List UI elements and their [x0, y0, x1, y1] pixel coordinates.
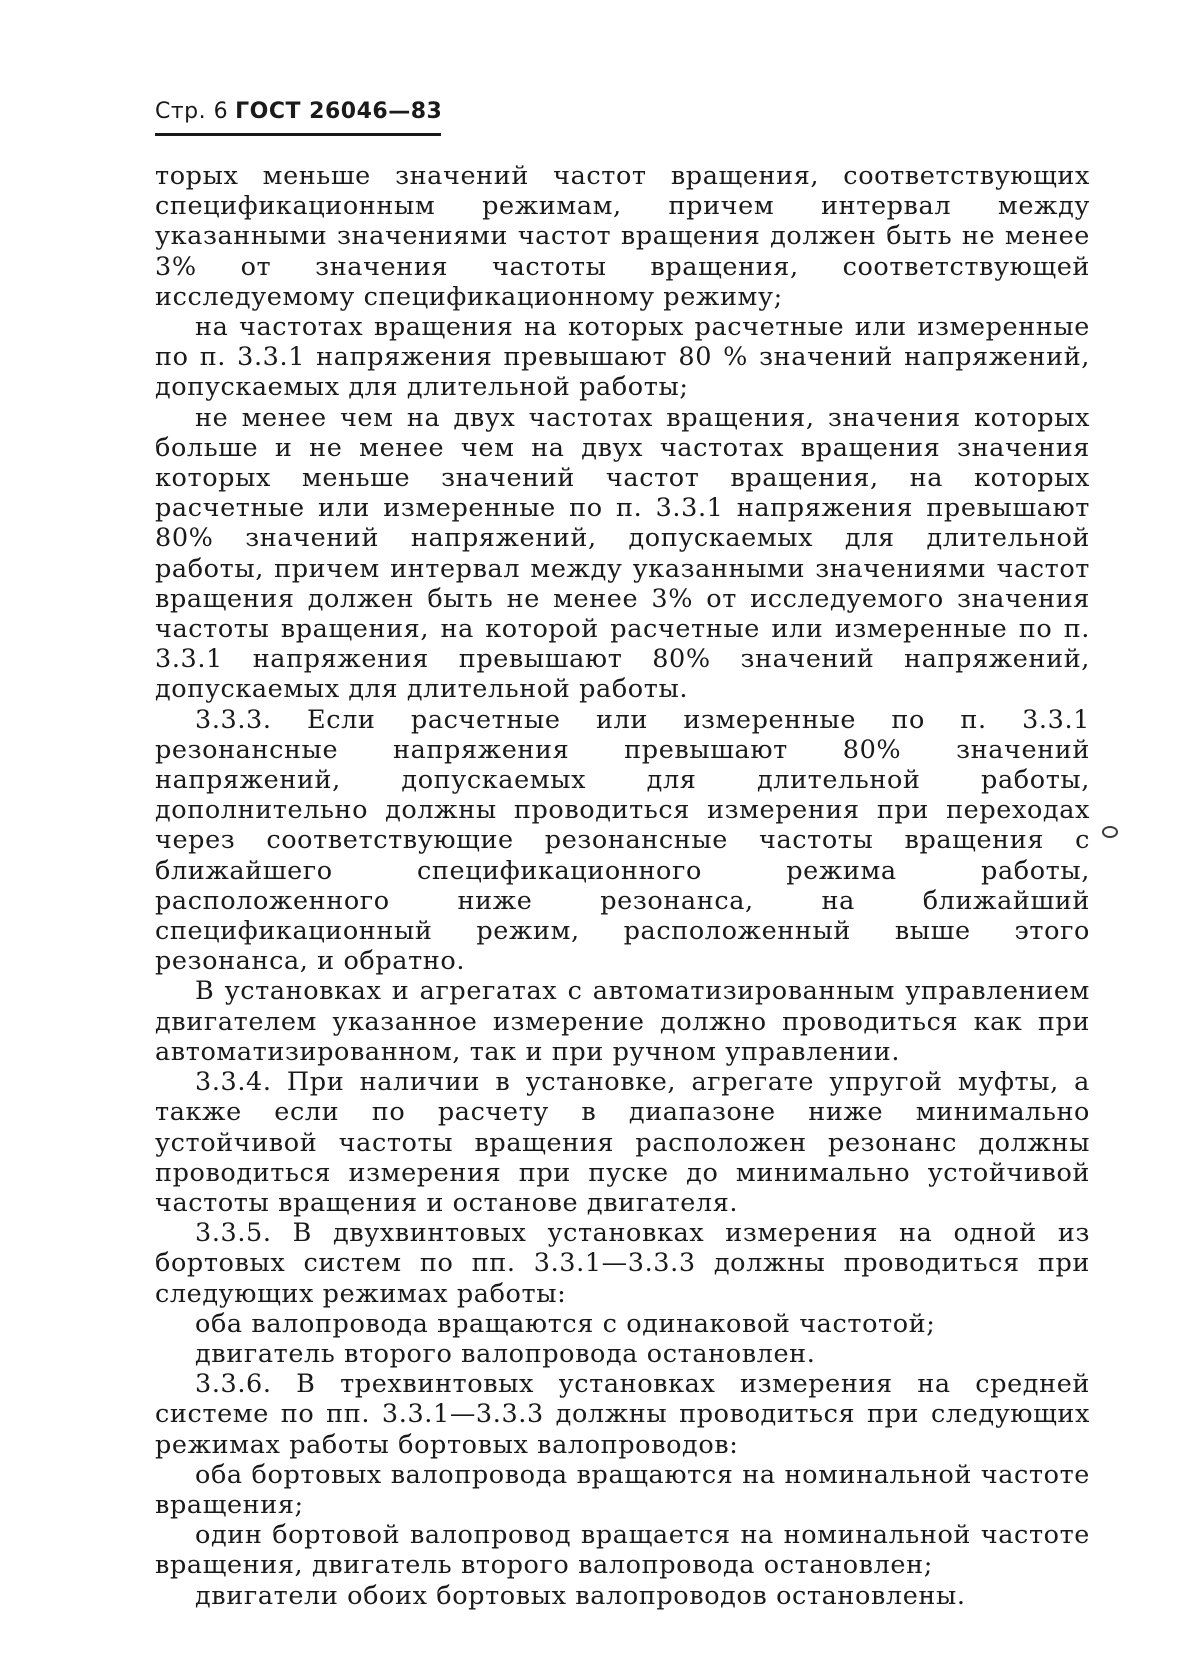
standard-code: ГОСТ 26046—83: [235, 99, 443, 124]
paragraph-list-item: двигатели обоих бортовых валопроводов остановлены.: [195, 1580, 966, 1611]
paragraph-clause-3-3-4: 3.3.4. При наличии в установке, агрегате упругой муфты, а также если по расчету в диапазоне ниже минимально устойчивой частоты вращения расположен резонанс должны проводиться измерения при пуске до минимально устойчивой частоты вращения и останове двигателя.: [155, 1067, 1090, 1218]
paragraph-list-item: двигатель второго валопровода остановлен.: [195, 1338, 816, 1369]
paragraph-clause-3-3-6: 3.3.6. В трехвинтовых установках измерения на средней системе по пп. 3.3.1—3.3.3 должны проводиться при следующих режимах работы бортовых валопроводов:: [155, 1369, 1090, 1460]
header-rule: [155, 133, 441, 136]
paragraph-automated-control: В установках и агрегатах с автоматизированным управлением двигателем указанное измерение должно проводиться как при автоматизированном, так и при ручном управлении.: [155, 976, 1090, 1067]
paragraph-list-item: на частотах вращения на которых расчетные или измеренные по п. 3.3.1 напряжения превышают 80 % значений напряжений, допускаемых для длительной работы;: [155, 312, 1090, 403]
paragraph-clause-3-3-5: 3.3.5. В двухвинтовых установках измерения на одной из бортовых систем по пп. 3.3.1—3.3.3 должны проводиться при следующих режимах работы:: [155, 1218, 1090, 1309]
margin-mark: [1102, 826, 1118, 838]
page-header: [155, 97, 445, 127]
paragraph-clause-3-3-3: 3.3.3. Если расчетные или измеренные по п. 3.3.1 резонансные напряжения превышают 80% значений напряжений, допускаемых для длительной работы, дополнительно должны проводиться измерения при переходах через соответствующие резонансные частоты вращения с ближайшего спецификационного режима работы, расположенного ниже резонанса, на ближайший спецификационный режим, расположенный выше этого резонанса, и обратно.: [155, 704, 1090, 977]
page-number: Стр. 6: [155, 99, 229, 124]
document-body: [155, 161, 1090, 1611]
paragraph-list-item: не менее чем на двух частотах вращения, значения которых больше и не менее чем на двух частотах вращения значения которых меньше значений частот вращения, на которых расчетные или измеренные по п. 3.3.1 напряжения превышают 80% значений напряжений, допускаемых для длительной работы, причем интервал между указанными значениями частот вращения должен быть не менее 3% от исследуемого значения частоты вращения, на которой расчетные или измеренные по п. 3.3.1 напряжения превышают 80% значений напряжений, допускаемых для длительной работы.: [155, 402, 1090, 705]
paragraph-continuation: торых меньше значений частот вращения, соответствующих спецификационным режимам, причем интервал между указанными значениями частот вращения должен быть не менее 3% от значения частоты вращения, соответствующей исследуемому спецификационному режиму;: [155, 161, 1090, 312]
paragraph-list-item: оба валопровода вращаются с одинаковой частотой;: [195, 1308, 936, 1339]
paragraph-list-item: один бортовой валопровод вращается на номинальной частоте вращения, двигатель второго валопровода остановлен;: [155, 1520, 1090, 1581]
paragraph-list-item: оба бортовых валопровода вращаются на номинальной частоте вращения;: [155, 1459, 1090, 1520]
